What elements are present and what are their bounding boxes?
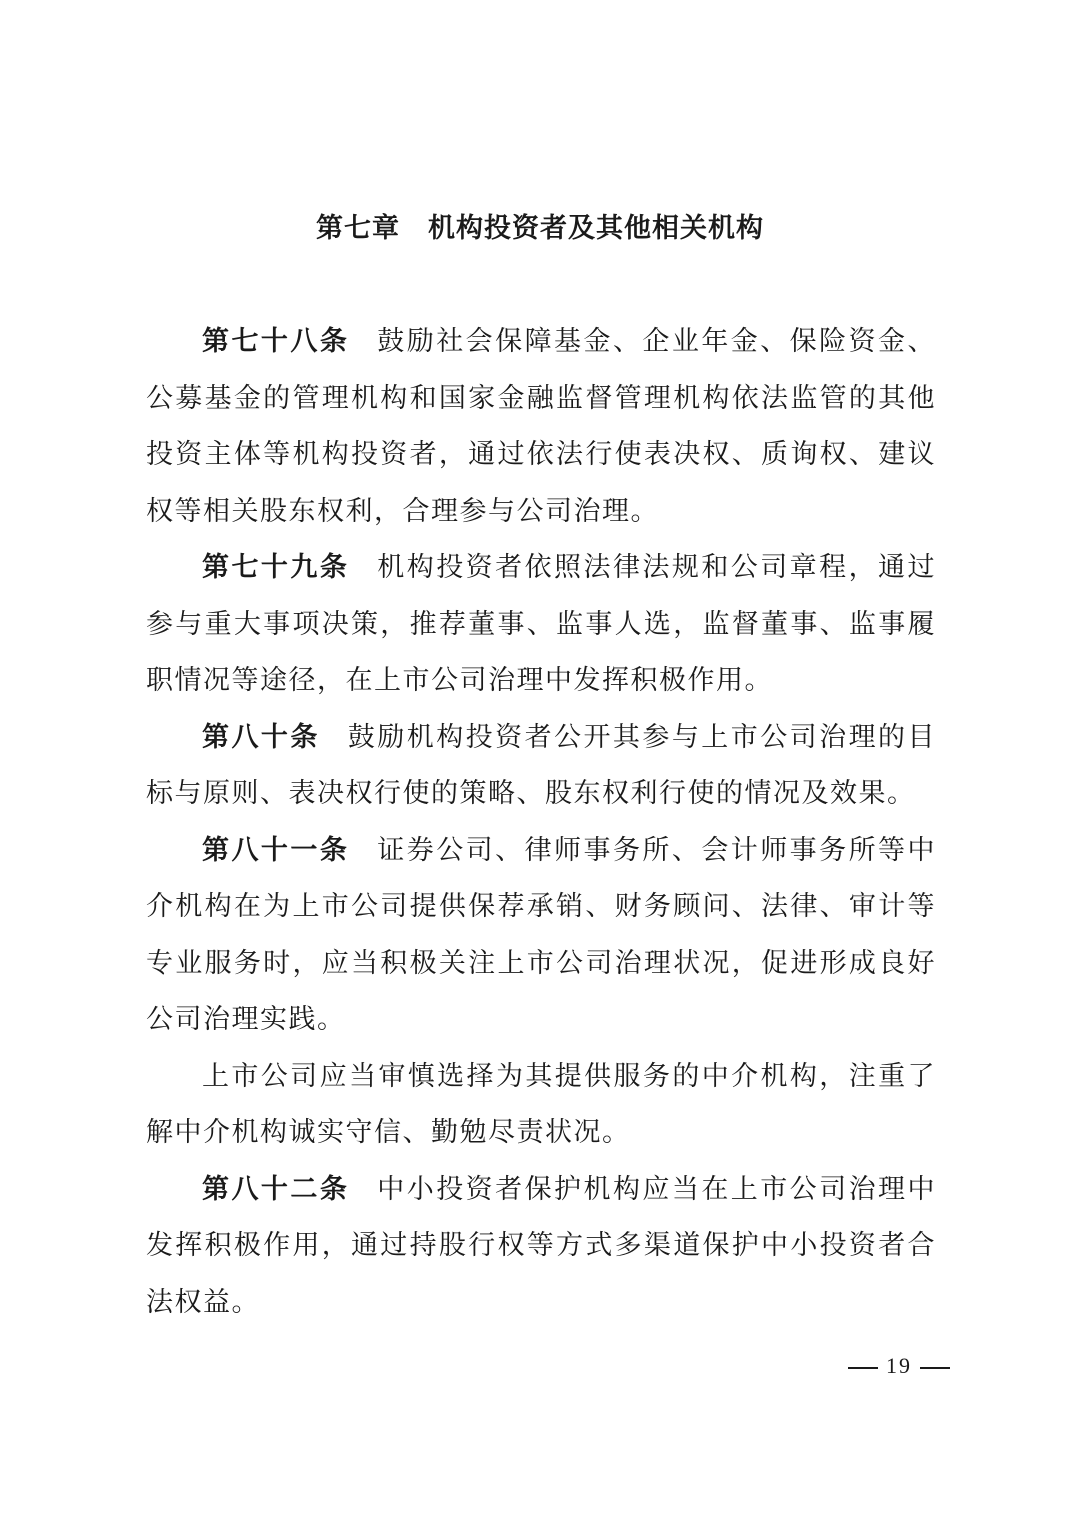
article-text: 证券公司、律师事务所、会计师事务所等中介机构在为上市公司提供保荐承销、财务顾问、法律、审计等专业服务时，应当积极关注上市公司治理状况，促进形成良好公司治理实践。 [146, 834, 937, 1035]
chapter-title: 第七章 机构投资者及其他相关机构 [316, 213, 764, 244]
article-label: 第八十二条 [202, 1173, 350, 1205]
article-label: 第七十九条 [202, 552, 350, 583]
article-82 [146, 1162, 936, 1332]
article-label: 第八十条 [202, 721, 320, 753]
article-label: 第七十八条 [202, 326, 350, 357]
article-label: 第八十一条 [202, 834, 350, 866]
article-80 [146, 710, 936, 823]
article-text: 中小投资者保护机构应当在上市公司治理中发挥积极作用，通过持股行权等方式多渠道保护中小投资者合法权益。 [146, 1173, 937, 1318]
page-number-dash-left [848, 1367, 878, 1369]
document-body [146, 314, 936, 1331]
article-81 [146, 823, 936, 1049]
article-78 [146, 314, 936, 540]
paragraph-text: 上市公司应当审慎选择为其提供服务的中介机构，注重了解中介机构诚实守信、勤勉尽责状况。 [146, 1060, 936, 1148]
page-number-value: 19 [886, 1353, 912, 1378]
article-text: 鼓励机构投资者公开其参与上市公司治理的目标与原则、表决权行使的策略、股东权利行使的情况及效果。 [146, 721, 937, 809]
article-81-paragraph-2 [146, 1049, 936, 1162]
article-79 [146, 540, 936, 710]
article-text: 鼓励社会保障基金、企业年金、保险资金、公募基金的管理机构和国家金融监督管理机构依法监管的其他投资主体等机构投资者，通过依法行使表决权、质询权、建议权等相关股东权利，合理参与公司治理。 [146, 326, 937, 527]
page-number-dash-right [920, 1367, 950, 1369]
article-text: 机构投资者依照法律法规和公司章程，通过参与重大事项决策，推荐董事、监事人选，监督董事、监事履职情况等途径，在上市公司治理中发挥积极作用。 [146, 552, 937, 696]
page-number [848, 1353, 950, 1379]
